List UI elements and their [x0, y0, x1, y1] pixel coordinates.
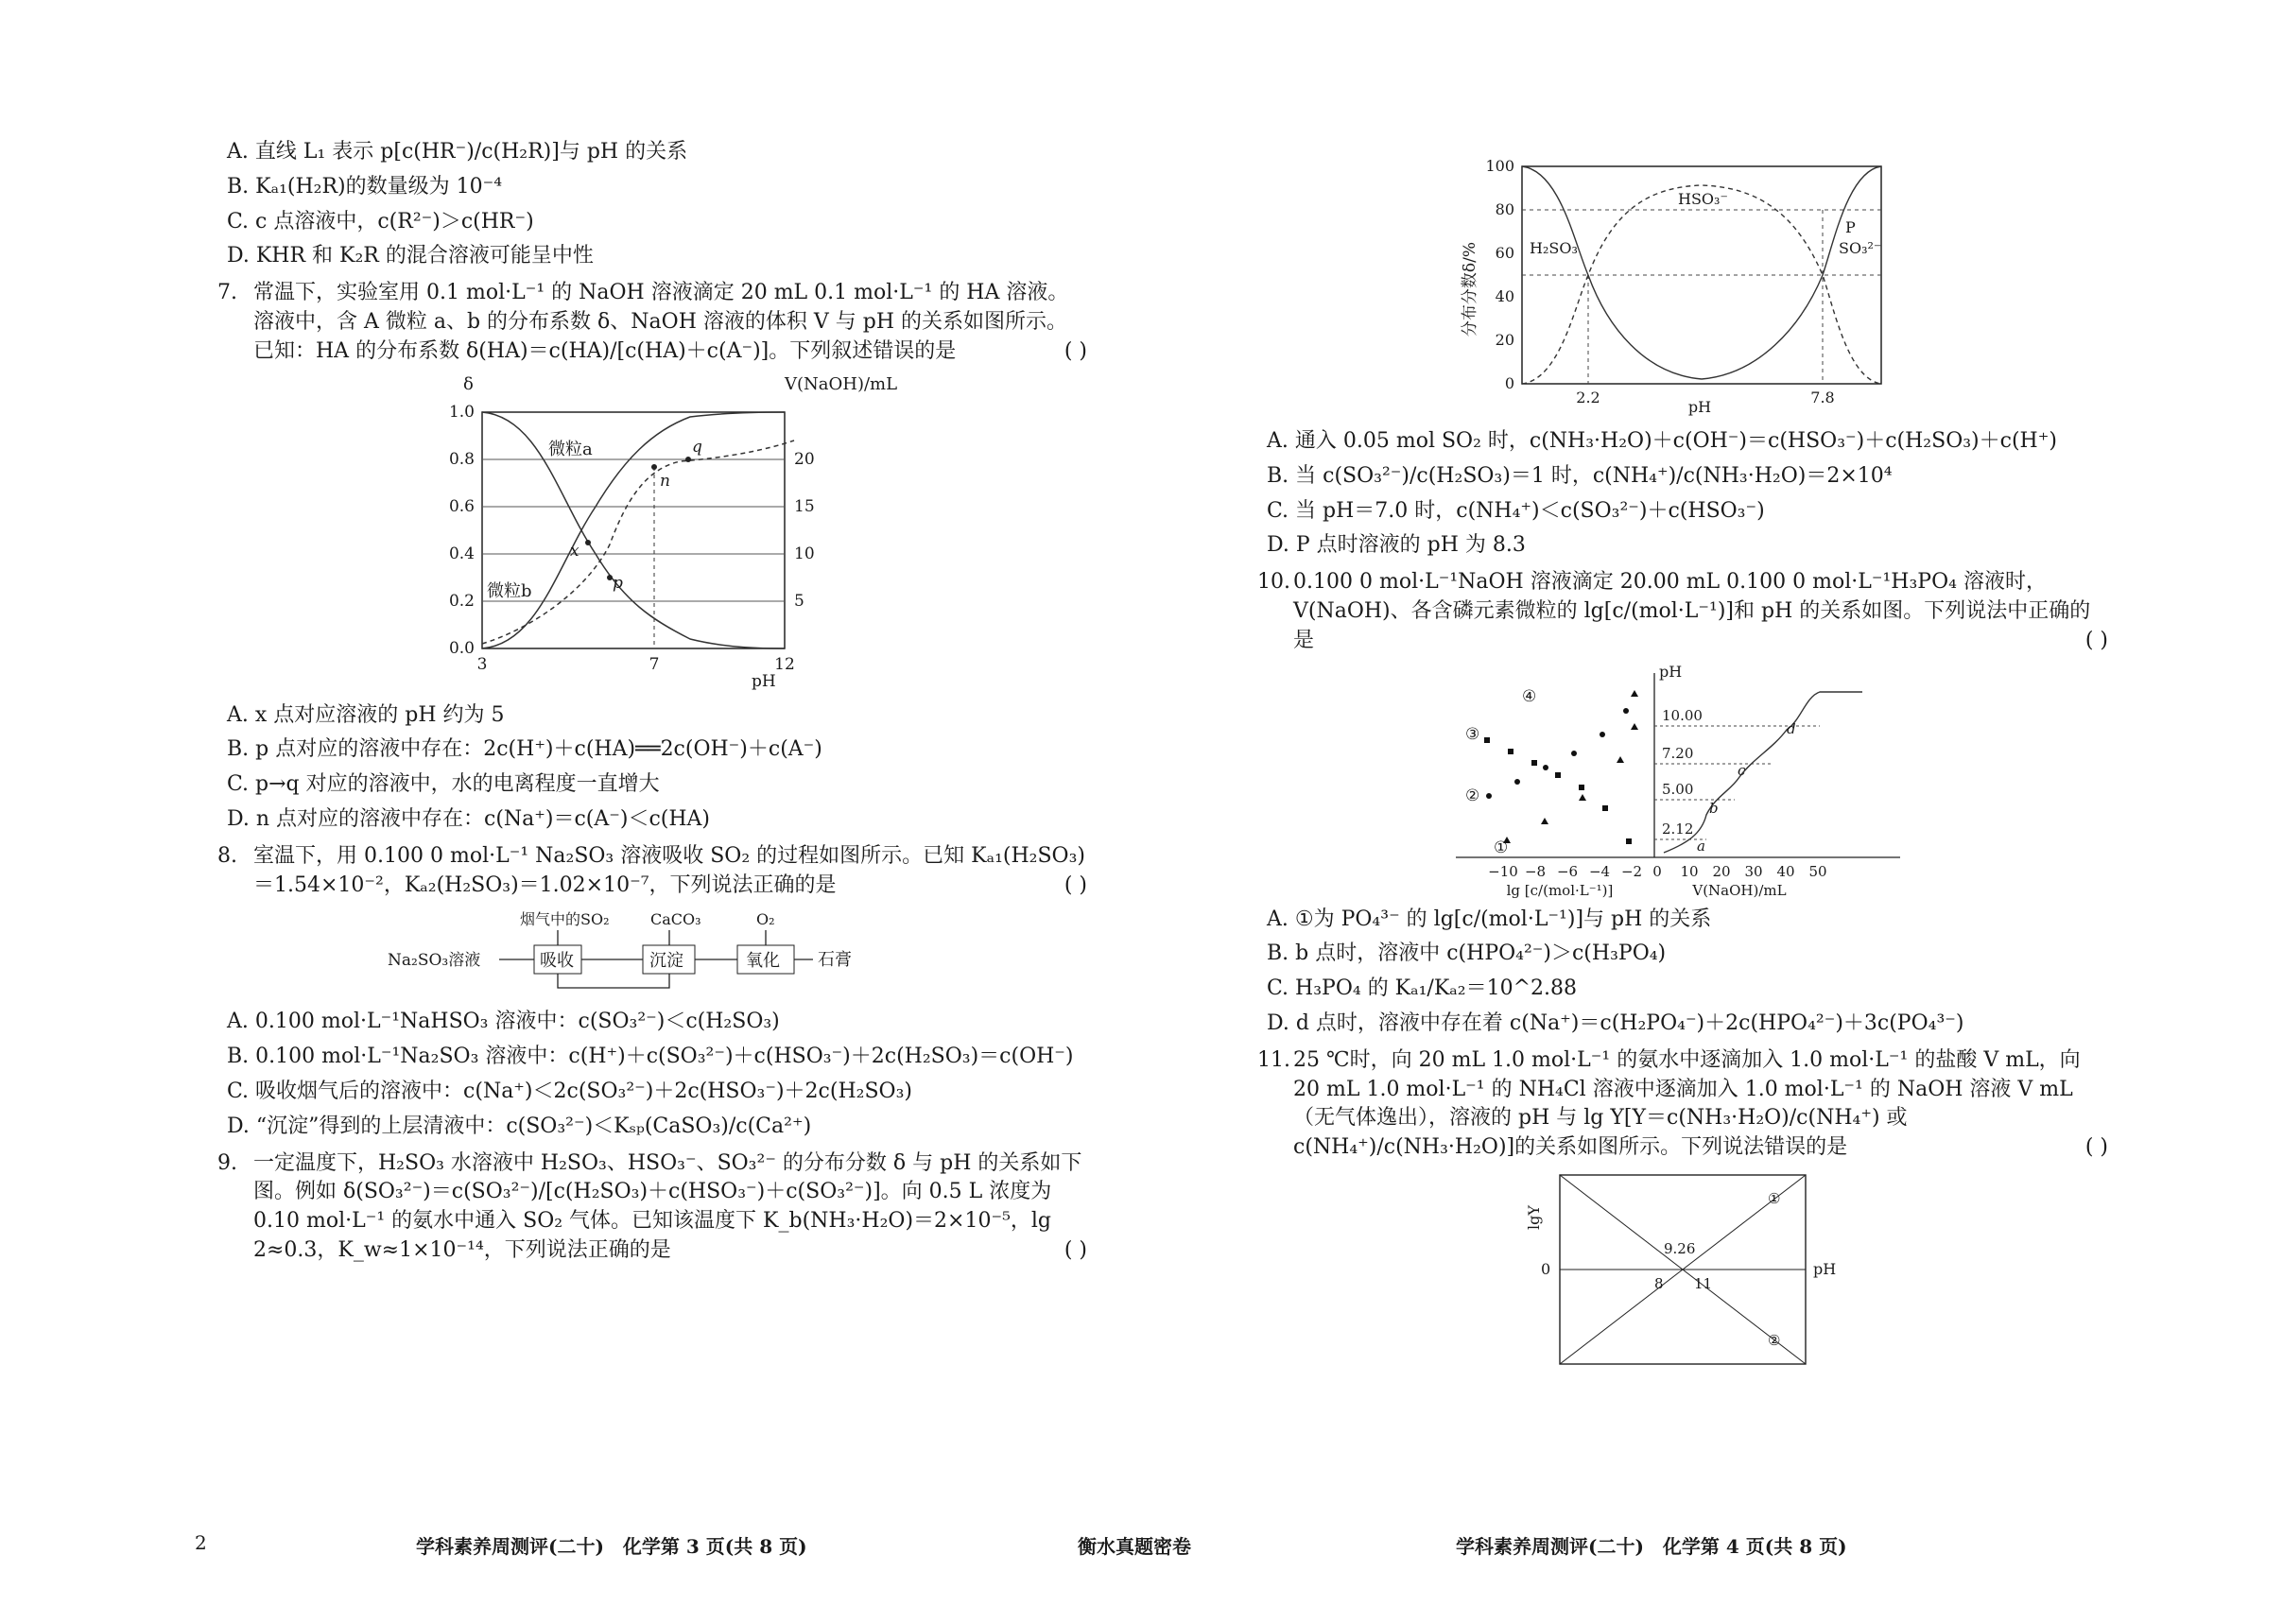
q8-option-b: B. 0.100 mol·L⁻¹Na₂SO₃ 溶液中：c(H⁺)＋c(SO₃²⁻)＋c(HSO₃⁻)＋2c(H₂SO₃)＝c(OH⁻) [227, 1045, 1074, 1069]
svg-text:沉淀: 沉淀 [649, 951, 683, 972]
svg-text:100: 100 [1485, 157, 1514, 175]
question-9 [217, 1149, 1087, 1266]
y2-ticks [794, 450, 815, 611]
svg-text:−8: −8 [1524, 862, 1547, 880]
svg-text:5.00: 5.00 [1662, 780, 1694, 798]
svg-text:x: x [570, 541, 579, 561]
svg-text:吸收: 吸收 [540, 951, 574, 972]
svg-text:0.6: 0.6 [448, 496, 475, 516]
point-labels [1697, 720, 1796, 855]
flow-input-so2: 烟气中的SO₂ [520, 910, 610, 929]
question-number: 9. [217, 1150, 237, 1175]
species-labels [1530, 190, 1881, 257]
delta-label: δ [463, 373, 474, 394]
x-ticks [477, 655, 795, 674]
q9-option-b: B. 当 c(SO₃²⁻)/c(H₂SO₃)＝1 时，c(NH₄⁺)/c(NH₃·H₂O)＝2×10⁴ [1267, 463, 1893, 488]
question-10 [1257, 568, 2108, 655]
q10-chart [1456, 664, 1910, 900]
svg-text:30: 30 [1744, 862, 1763, 880]
svg-text:0.2: 0.2 [448, 591, 475, 611]
svg-text:q: q [692, 437, 702, 457]
zero-label: 0 [1541, 1259, 1551, 1278]
star-series [1486, 708, 1629, 799]
footer-left: 学科素养周测评(二十) 化学第 3 页(共 8 页) [416, 1535, 807, 1558]
curve-hso3 [1522, 185, 1881, 384]
question-number: 8. [217, 843, 237, 868]
svg-text:8: 8 [1654, 1274, 1664, 1292]
svg-text:0.8: 0.8 [448, 449, 475, 469]
q8-option-d: D. “沉淀”得到的上层清液中：c(SO₃²⁻)＜Kₛₚ(CaSO₃)/c(Ca²⁺) [227, 1114, 812, 1138]
svg-text:−6: −6 [1556, 862, 1579, 880]
svg-text:7: 7 [649, 654, 660, 674]
y-ticks [1485, 157, 1514, 392]
q8-option-c: C. 吸收烟气后的溶液中：c(Na⁺)＜2c(SO₃²⁻)＋2c(HSO₃⁻)＋2c(H₂SO₃) [227, 1079, 912, 1103]
svg-text:③: ③ [1465, 724, 1480, 744]
svg-text:20: 20 [1712, 862, 1731, 880]
svg-text:0: 0 [1504, 374, 1514, 392]
svg-text:H₂SO₃: H₂SO₃ [1530, 239, 1578, 257]
q9-option-d: D. P 点时溶液的 pH 为 8.3 [1267, 533, 1526, 558]
x-label: pH [1687, 398, 1712, 416]
y-label: lgY [1525, 1204, 1543, 1230]
svg-text:7.20: 7.20 [1662, 744, 1694, 762]
x-right-label: V(NaOH)/mL [1692, 881, 1787, 899]
q9-option-c: C. 当 pH＝7.0 时，c(NH₄⁺)＜c(SO₃²⁻)＋c(HSO₃⁻) [1267, 498, 1765, 523]
q7-option-a: A. x 点对应溶液的 pH 约为 5 [227, 702, 505, 727]
particle-a-label: 微粒a [548, 439, 593, 459]
svg-text:1.0: 1.0 [448, 402, 475, 422]
svg-text:2.12: 2.12 [1662, 820, 1694, 838]
answer-bracket: ( ) [1064, 872, 1087, 897]
v-axis-label: V(NaOH)/mL [785, 373, 898, 394]
svg-text:①: ① [1494, 838, 1509, 857]
curve-numbers [1465, 687, 1536, 857]
svg-text:20: 20 [794, 449, 815, 469]
question-text: 0.100 0 mol·L⁻¹NaOH 溶液滴定 20.00 mL 0.100 0 mol·L⁻¹H₃PO₄ 溶液时，V(NaOH)、各含磷元素微粒的 lg[c/(mol·L⁻¹)]和 pH 的关系如图。下列说法中正确的是 [1293, 570, 2091, 652]
footer-center: 衡水真题密卷 [1078, 1535, 1191, 1558]
question-number: 7. [217, 281, 237, 305]
answer-bracket: ( ) [2084, 1135, 2108, 1160]
q10-option-d: D. d 点时，溶液中存在着 c(Na⁺)＝c(H₂PO₄⁻)＋2c(HPO₄²⁻)＋3c(PO₄³⁻) [1267, 1011, 1964, 1035]
question-text: 室温下，用 0.100 0 mol·L⁻¹ Na₂SO₃ 溶液吸收 SO₂ 的过程如图所示。已知 Kₐ₁(H₂SO₃)＝1.54×10⁻²，Kₐ₂(H₂SO₃)＝1.02×10⁻⁷，下列说法正确的是 [253, 843, 1085, 897]
question-text: 常温下，实验室用 0.1 mol·L⁻¹ 的 NaOH 溶液滴定 20 mL 0.1 mol·L⁻¹ 的 HA 溶液。溶液中，含 A 微粒 a、b 的分布系数 δ、NaOH 溶液的体积 V 与 pH 的关系如图所示。已知：HA 的分布系数 δ(HA)＝c(HA)/[c(HA)＋c(A⁻)]。下列叙述错误的是 [253, 281, 1069, 363]
answer-bracket: ( ) [2084, 628, 2108, 652]
q8-flow-diagram [388, 907, 917, 1002]
svg-text:80: 80 [1495, 200, 1514, 218]
flow-start: Na₂SO₃溶液 [388, 951, 481, 971]
svg-text:d: d [1787, 719, 1796, 737]
svg-text:④: ④ [1522, 686, 1537, 706]
triangle-series [1503, 690, 1638, 843]
x-label: pH [1813, 1259, 1837, 1278]
svg-text:c: c [1738, 761, 1746, 779]
y-ticks [449, 403, 475, 658]
question-7 [217, 279, 1087, 366]
answer-bracket: ( ) [1064, 1237, 1087, 1262]
svg-text:2.2: 2.2 [1576, 389, 1600, 406]
dashed-gridlines [1522, 210, 1881, 384]
svg-text:0.4: 0.4 [448, 544, 475, 563]
svg-text:0: 0 [1652, 862, 1662, 880]
svg-text:10: 10 [1680, 862, 1699, 880]
svg-text:15: 15 [794, 496, 815, 516]
right-column [1257, 142, 2108, 1379]
q7-option-b: B. p 点对应的溶液中存在：2c(H⁺)＋c(HA)══2c(OH⁻)＋c(A⁻) [227, 737, 822, 762]
curve-h2so3 [1522, 166, 1702, 379]
q6-option-c: C. c 点溶液中，c(R²⁻)＞c(HR⁻) [227, 209, 534, 233]
q10-option-a: A. ①为 PO₄³⁻ 的 lg[c/(mol·L⁻¹)]与 pH 的关系 [1267, 907, 1712, 931]
question-text: 25 ℃时，向 20 mL 1.0 mol·L⁻¹ 的氨水中逐滴加入 1.0 mol·L⁻¹ 的盐酸 V mL，向 20 mL 1.0 mol·L⁻¹ 的 NH₄Cl 溶液中逐滴加入 1.0 mol·L⁻¹ 的 NaOH 溶液 V mL（无气体逸出），溶液的 pH 与 lg Y[Y＝c(NH₃·H₂O)/c(NH₄⁺) 或 c(NH₄⁺)/c(NH₃·H₂O)]的关系如图所示。下列说法错误的是 [1293, 1047, 2081, 1160]
y-label: pH [1659, 663, 1683, 681]
left-column [217, 132, 1087, 1273]
footer-right: 学科素养周测评(二十) 化学第 4 页(共 8 页) [1456, 1535, 1847, 1558]
titration-curve [482, 441, 794, 644]
y-label: 分布分数δ/% [1461, 241, 1479, 337]
question-number: 11. [1257, 1047, 1290, 1072]
svg-text:b: b [1709, 799, 1719, 817]
svg-text:氧化: 氧化 [746, 951, 780, 972]
svg-text:②: ② [1465, 786, 1480, 805]
svg-text:10: 10 [794, 544, 815, 563]
question-8 [217, 842, 1087, 901]
svg-text:40: 40 [1495, 287, 1514, 305]
svg-text:50: 50 [1808, 862, 1827, 880]
q7-chart [369, 374, 936, 696]
svg-text:40: 40 [1776, 862, 1795, 880]
ph-label: pH [752, 671, 776, 691]
svg-text:0.0: 0.0 [448, 638, 475, 658]
question-number: 10. [1257, 570, 1290, 595]
q6-option-d: D. KHR 和 K₂R 的混合溶液可能呈中性 [227, 244, 594, 268]
flow-input-o2: O₂ [756, 910, 775, 929]
svg-text:5: 5 [794, 591, 804, 611]
svg-text:60: 60 [1495, 244, 1514, 262]
q11-chart [1513, 1170, 1853, 1373]
q7-option-d: D. n 点对应的溶液中存在：c(Na⁺)＝c(A⁻)＜c(HA) [227, 806, 711, 831]
q9-option-a: A. 通入 0.05 mol SO₂ 时，c(NH₃·H₂O)＋c(OH⁻)＝c(HSO₃⁻)＋c(H₂SO₃)＋c(H⁺) [1267, 429, 2057, 453]
svg-text:P: P [1845, 218, 1856, 236]
q6-option-b: B. Kₐ₁(H₂R)的数量级为 10⁻⁴ [227, 174, 503, 199]
svg-text:20: 20 [1495, 331, 1514, 349]
svg-text:①: ① [1768, 1189, 1781, 1207]
svg-text:7.8: 7.8 [1810, 389, 1835, 406]
square-series [1484, 737, 1632, 844]
curve-b [482, 412, 785, 648]
svg-text:p: p [613, 573, 623, 593]
page-number: 2 [195, 1531, 207, 1554]
svg-text:n: n [660, 471, 670, 491]
svg-text:12: 12 [774, 654, 795, 674]
x-left-ticks [1488, 863, 1642, 880]
q8-option-a: A. 0.100 mol·L⁻¹NaHSO₃ 溶液中：c(SO₃²⁻)＜c(H₂SO₃) [227, 1010, 780, 1034]
svg-text:−10: −10 [1488, 862, 1518, 880]
curve-so3 [1702, 166, 1881, 379]
question-11 [1257, 1046, 2108, 1163]
svg-text:②: ② [1768, 1331, 1781, 1349]
ph-ticks [1662, 707, 1703, 838]
svg-text:9.26: 9.26 [1664, 1239, 1696, 1257]
flow-end: 石膏 [818, 950, 852, 971]
x-right-ticks [1652, 863, 1826, 880]
x-left-label: lg [c/(mol·L⁻¹)] [1506, 881, 1614, 899]
svg-text:−4: −4 [1588, 862, 1611, 880]
plot-frame [482, 412, 785, 648]
q9-chart [1456, 147, 1910, 422]
svg-text:11: 11 [1694, 1274, 1713, 1292]
svg-text:10.00: 10.00 [1662, 706, 1703, 724]
q10-option-c: C. H₃PO₄ 的 Kₐ₁/Kₐ₂＝10^2.88 [1267, 976, 1577, 1001]
svg-text:3: 3 [476, 654, 488, 674]
q7-option-c: C. p→q 对应的溶液中，水的电离程度一直增大 [227, 772, 660, 797]
answer-bracket: ( ) [1064, 338, 1087, 363]
particle-b-label: 微粒b [487, 580, 532, 601]
svg-text:a: a [1697, 837, 1705, 855]
question-text: 一定温度下，H₂SO₃ 水溶液中 H₂SO₃、HSO₃⁻、SO₃²⁻ 的分布分数 δ 与 pH 的关系如下图。例如 δ(SO₃²⁻)＝c(SO₃²⁻)/[c(H₂SO₃)＋c(HSO₃⁻)＋c(SO₃²⁻)]。向 0.5 L 浓度为 0.10 mol·L⁻¹ 的氨水中通入 SO₂ 气体。已知该温度下 K_b(NH₃·H₂O)＝2×10⁻⁵，lg 2≈0.3，K_w≈1×10⁻¹⁴，下列说法正确的是 [253, 1150, 1082, 1262]
svg-text:HSO₃⁻: HSO₃⁻ [1678, 190, 1728, 208]
svg-text:−2: −2 [1620, 862, 1643, 880]
gridlines [482, 459, 785, 601]
curve-a [482, 412, 785, 648]
q6-option-a: A. 直线 L₁ 表示 p[c(HR⁻)/c(H₂R)]与 pH 的关系 [227, 140, 688, 164]
flow-input-caco3: CaCO₃ [650, 910, 701, 929]
q10-option-b: B. b 点时，溶液中 c(HPO₄²⁻)＞c(H₃PO₄) [1267, 942, 1667, 966]
svg-text:SO₃²⁻: SO₃²⁻ [1839, 239, 1882, 257]
